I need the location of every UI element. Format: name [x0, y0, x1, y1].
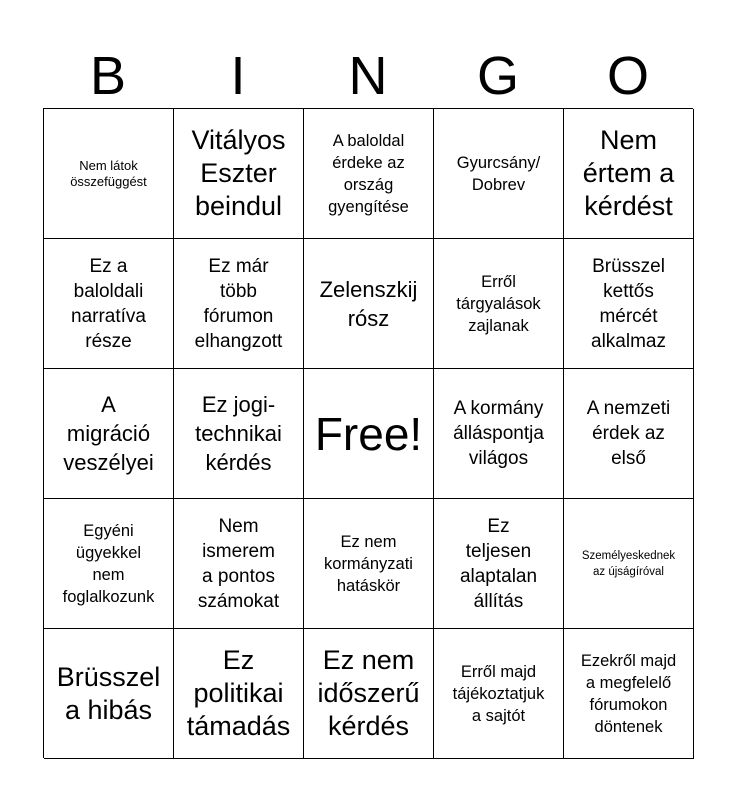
bingo-cell[interactable] [564, 499, 694, 629]
free-cell[interactable] [304, 369, 434, 499]
cell-text: Gyurcsány/ Dobrev [456, 153, 541, 194]
cell-text: Ez már több fórumon elhangzott [194, 255, 283, 352]
header-letter-i: I [230, 46, 246, 106]
cell-text: Egyéni ügyekkel nem foglalkozunk [62, 521, 155, 606]
cell-text: A migráció veszélyei [63, 392, 154, 475]
bingo-header [43, 44, 693, 108]
bingo-cell[interactable] [44, 499, 174, 629]
bingo-cell[interactable] [174, 109, 304, 239]
cell-text: A kormány álláspontja világos [453, 398, 544, 469]
cell-text: Brüsszel a hibás [56, 661, 161, 725]
cell-text: Free! [314, 407, 423, 460]
bingo-cell[interactable] [44, 369, 174, 499]
header-letter-n: N [348, 46, 388, 106]
cell-text: Személyeskednek az újságíróval [581, 549, 676, 578]
cell-text: Ez jogi- technikai kérdés [195, 392, 282, 475]
bingo-cell[interactable] [434, 239, 564, 369]
bingo-cell[interactable] [564, 369, 694, 499]
bingo-cell[interactable] [174, 239, 304, 369]
header-letter-b: B [89, 46, 127, 106]
header-letter-g: G [476, 46, 519, 106]
cell-text: A baloldal érdeke az ország gyengítése [328, 131, 409, 216]
bingo-cell[interactable] [304, 109, 434, 239]
cell-text: Ez a baloldali narratíva része [71, 255, 146, 352]
bingo-cell[interactable] [564, 239, 694, 369]
bingo-cell[interactable] [304, 629, 434, 759]
cell-text: Brüsszel kettős mércét alkalmaz [591, 255, 666, 352]
cell-text: Ez nem időszerű kérdés [317, 645, 420, 741]
bingo-cell[interactable] [174, 499, 304, 629]
cell-text: Erről majd tájékoztatjuk a sajtót [452, 662, 545, 725]
cell-text: Nem látok összefüggést [70, 157, 147, 189]
bingo-cell[interactable] [564, 109, 694, 239]
bingo-cell[interactable] [434, 109, 564, 239]
cell-text: Vitályos Eszter beindul [191, 125, 286, 221]
bingo-grid [43, 108, 693, 758]
bingo-cell[interactable] [434, 629, 564, 759]
cell-text: A nemzeti érdek az első [586, 398, 671, 469]
bingo-cell[interactable] [174, 629, 304, 759]
bingo-cell[interactable] [304, 239, 434, 369]
bingo-cell[interactable] [434, 369, 564, 499]
bingo-cell[interactable] [44, 109, 174, 239]
bingo-cell[interactable] [304, 499, 434, 629]
bingo-cell[interactable] [434, 499, 564, 629]
cell-text: Zelenszkij rósz [319, 276, 418, 331]
cell-text: Ezekről majd a megfelelő fórumokon döntenek [580, 651, 677, 736]
cell-text: Ez politikai támadás [186, 645, 291, 741]
cell-text: Nem ismerem a pontos számokat [197, 515, 280, 612]
bingo-cell[interactable] [44, 239, 174, 369]
bingo-cell[interactable] [564, 629, 694, 759]
cell-text: Ez nem kormányzati hatáskör [324, 532, 413, 595]
bingo-cell[interactable] [174, 369, 304, 499]
cell-text: Erről tárgyalások zajlanak [456, 272, 541, 335]
cell-text: Nem értem a kérdést [582, 125, 675, 221]
bingo-cell[interactable] [44, 629, 174, 759]
header-letter-o: O [606, 46, 649, 106]
cell-text: Ez teljesen alaptalan állítás [459, 515, 538, 612]
